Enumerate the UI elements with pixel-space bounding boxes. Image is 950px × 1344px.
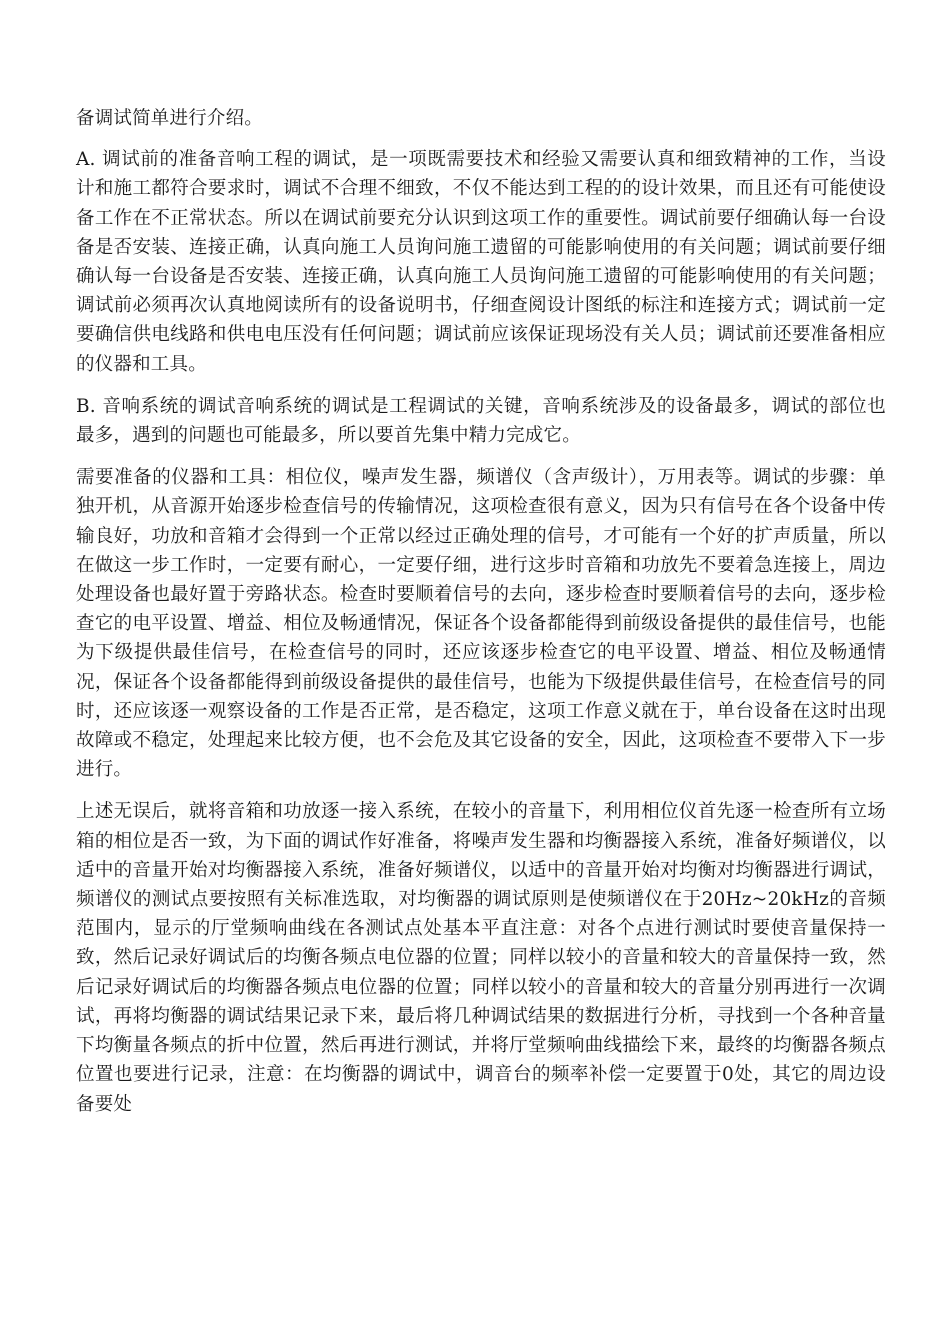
document-body xyxy=(76,104,886,1132)
paragraph-section-a: A. 调试前的准备音响工程的调试，是一项既需要技术和经验又需要认真和细致精神的工作，当设计和施工都符合要求时，调试不合理不细致，不仅不能达到工程的的设计效果，而且还有可能使设备工作在不正常状态。所以在调试前要充分认识到这项工作的重要性。调试前要仔细确认每一台设备是否安装、连接正确，认真向施工人员询问施工遗留的可能影响使用的有关问题；调试前要仔细确认每一台设备是否安装、连接正确，认真向施工人员询问施工遗留的可能影响使用的有关问题；调试前必须再次认真地阅读所有的设备说明书，仔细查阅设计图纸的标注和连接方式；调试前一定要确信供电线路和供电电压没有任何问题；调试前应该保证现场没有关人员；调试前还要准备相应的仪器和工具。 xyxy=(76,149,886,375)
paragraph-equalizer-tuning: 上述无误后，就将音箱和功放逐一接入系统，在较小的音量下，利用相位仪首先逐一检查所有立场箱的相位是否一致，为下面的调试作好准备，将噪声发生器和均衡器接入系统，准备好频谱仪，以适中的音量开始对均衡器接入系统，准备好频谱仪，以适中的音量开始对均衡对均衡器进行调试，频谱仪的测试点要按照有关标准选取，对均衡器的调试原则是使频谱仪在于20Hz~20kHz的音频范围内，显示的厅堂频响曲线在各测试点处基本平直注意：对各个点进行测试时要使音量保持一致，然后记录好调试后的均衡各频点电位器的位置；同样以较小的音量和较大的音量保持一致，然后记录好调试后的均衡器各频点电位器的位置；同样以较小的音量和较大的音量分别再进行一次调试，再将均衡器的调试结果记录下来，最后将几种调试结果的数据进行分析，寻找到一个各种音量下均衡量各频点的折中位置，然后再进行测试，并将厅堂频响曲线描绘下来，最终的均衡器各频点位置也要进行记录，注意：在均衡器的调试中，调音台的频率补偿一定要置于0处，其它的周边设备要处 xyxy=(76,801,886,1115)
paragraph-intro: 备调试简单进行介绍。 xyxy=(76,108,264,129)
paragraph-section-b: B. 音响系统的调试音响系统的调试是工程调试的关键，音响系统涉及的设备最多，调试的部位也最多，遇到的问题也可能最多，所以要首先集中精力完成它。 xyxy=(76,395,886,447)
paragraph-tools-and-steps: 需要准备的仪器和工具：相位仪，噪声发生器，频谱仪（含声级计），万用表等。调试的步骤：单独开机，从音源开始逐步检查信号的传输情况，这项检查很有意义，因为只有信号在各个设备中传输良好，功放和音箱才会得到一个正常以经过正确处理的信号，才可能有一个好的扩声质量，所以在做这一步工作时，一定要有耐心，一定要仔细，进行这步时音箱和功放先不要着急连接上，周边处理设备也最好置于旁路状态。检查时要顺着信号的去向，逐步检查时要顺着信号的去向，逐步检查它的电平设置、增益、相位及畅通情况，保证各个设备都能得到前级设备提供的最佳信号，也能为下级提供最佳信号，在检查信号的同时，还应该逐步检查它的电平设置、增益、相位及畅通情况，保证各个设备都能得到前级设备提供的最佳信号，也能为下级提供最佳信号，在检查信号的同时，还应该逐一观察设备的工作是否正常，是否稳定，这项工作意义就在于，单台设备在这时出现故障或不稳定，处理起来比较方便，也不会危及其它设备的安全，因此，这项检查不要带入下一步进行。 xyxy=(76,467,886,781)
